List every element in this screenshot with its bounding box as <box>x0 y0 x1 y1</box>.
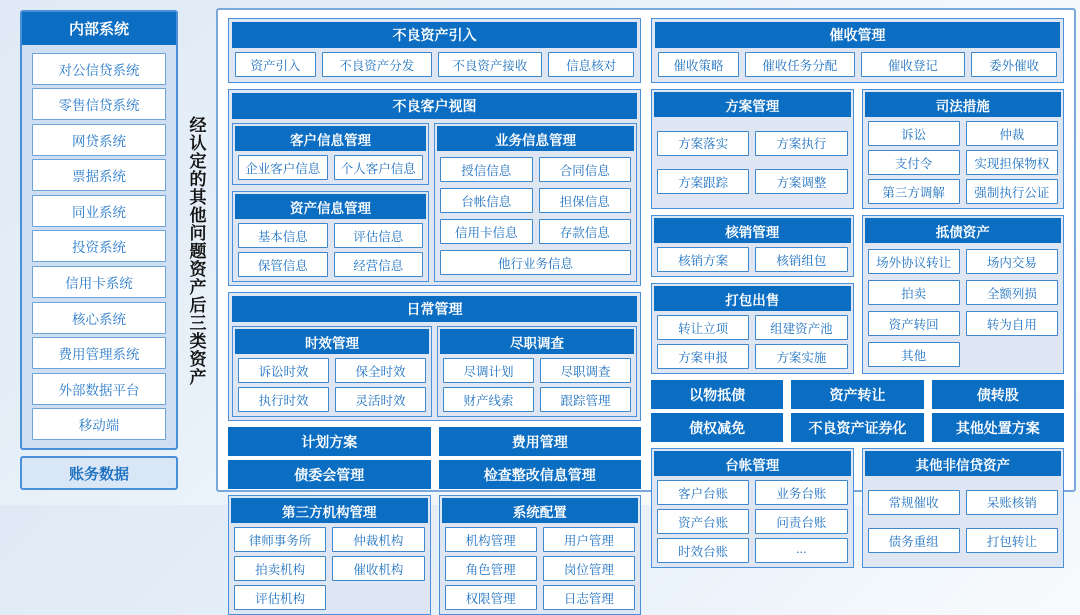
module-chip[interactable]: 第三方调解 <box>868 179 960 204</box>
module-chip[interactable]: 企业客户信息 <box>238 155 328 180</box>
module-chip[interactable]: 业务台账 <box>755 480 847 505</box>
module-chip[interactable]: 方案实施 <box>755 344 847 369</box>
module-chip[interactable]: 用户管理 <box>543 527 635 552</box>
module-chip[interactable]: 常规催收 <box>868 490 960 515</box>
subsection-title-ledger-management: 台帐管理 <box>654 451 851 476</box>
subsection-due-diligence <box>437 326 637 417</box>
system-config-items <box>442 523 639 612</box>
section-title-npl-intake: 不良资产引入 <box>232 22 637 48</box>
module-chip[interactable]: 资产转回 <box>868 311 960 336</box>
module-chip[interactable]: 他行业务信息 <box>440 250 631 275</box>
writeoff-package-stack <box>651 215 854 374</box>
module-chip[interactable]: 权限管理 <box>445 585 537 610</box>
sidebar-item[interactable]: 费用管理系统 <box>32 337 166 369</box>
module-chip[interactable]: 跟踪管理 <box>540 387 631 412</box>
subsection-title-debt-assets: 抵债资产 <box>865 218 1062 243</box>
subsection-title-plan-management: 方案管理 <box>654 92 851 117</box>
business-info-items <box>437 151 634 279</box>
module-chip[interactable]: 授信信息 <box>440 157 533 182</box>
accounting-data-box: 账务数据 <box>20 456 178 490</box>
daily-management-body <box>232 322 637 417</box>
left-bar-sections <box>228 427 641 489</box>
module-chip[interactable]: 拍卖机构 <box>234 556 326 581</box>
module-chip[interactable]: 保全时效 <box>335 358 426 383</box>
module-chip[interactable]: 方案调整 <box>755 169 847 194</box>
section-daily-management <box>228 292 641 421</box>
subsection-title-due-diligence: 尽职调查 <box>440 329 634 354</box>
module-chip[interactable]: 支付令 <box>868 150 960 175</box>
module-chip[interactable]: 转为自用 <box>966 311 1058 336</box>
module-chip[interactable]: 评估信息 <box>334 223 424 248</box>
module-chip[interactable]: 尽职调查 <box>540 358 631 383</box>
asset-info-items <box>235 219 426 279</box>
subsection-plan-management <box>651 89 854 209</box>
collection-items <box>655 48 1060 79</box>
spacer <box>332 585 424 610</box>
module-chip[interactable]: 经营信息 <box>334 252 424 277</box>
module-chip[interactable]: 债务重组 <box>868 528 960 553</box>
module-chip[interactable]: 拍卖 <box>868 280 960 305</box>
internal-systems-title: 内部系统 <box>22 12 176 45</box>
module-chip[interactable]: 执行时效 <box>238 387 329 412</box>
right-column <box>651 18 1064 559</box>
sidebar-item[interactable]: 网贷系统 <box>32 124 166 156</box>
module-chip[interactable]: 信用卡信息 <box>440 219 533 244</box>
section-bar[interactable]: 计划方案 <box>228 427 431 456</box>
npl-intake-items <box>232 48 637 79</box>
module-chip[interactable]: 打包转让 <box>966 528 1058 553</box>
module-chip[interactable]: 基本信息 <box>238 223 328 248</box>
subsection-customer-info <box>232 123 429 185</box>
subsection-title-system-config: 系统配置 <box>442 498 639 523</box>
module-chip[interactable]: 仲裁机构 <box>332 527 424 552</box>
sidebar-item[interactable]: 外部数据平台 <box>32 373 166 405</box>
subsection-title-aging-management: 时效管理 <box>235 329 429 354</box>
module-chip[interactable]: 催收登记 <box>861 52 966 77</box>
module-chip[interactable]: 方案落实 <box>657 131 749 156</box>
subsection-aging-management <box>232 326 432 417</box>
other-noncredit-items <box>865 476 1062 565</box>
writeoff-items <box>654 243 851 274</box>
module-chip[interactable]: 客户台账 <box>657 480 749 505</box>
subsection-third-party-orgs <box>228 495 431 615</box>
section-title-collection-management: 催收管理 <box>655 22 1060 48</box>
vertical-caption: 经认定的其他问题资产后三类资产 <box>186 115 206 386</box>
npl-customer-view-body <box>232 119 637 282</box>
debt-assets-items <box>865 243 1062 371</box>
internal-systems-list <box>22 45 176 448</box>
subsection-title-writeoff-management: 核销管理 <box>654 218 851 243</box>
module-chip[interactable]: 组建资产池 <box>755 315 847 340</box>
module-chip[interactable]: 合同信息 <box>539 157 632 182</box>
module-chip[interactable]: 岗位管理 <box>543 556 635 581</box>
module-chip[interactable]: 存款信息 <box>539 219 632 244</box>
ledger-management-items <box>654 476 851 565</box>
due-diligence-items <box>440 354 634 414</box>
plan-management-items <box>654 117 851 206</box>
module-chip[interactable]: 保管信息 <box>238 252 328 277</box>
section-collection-management <box>651 18 1064 83</box>
module-chip[interactable]: ... <box>755 538 847 563</box>
module-chip[interactable]: 场外协议转让 <box>868 249 960 274</box>
subsection-title-judicial-measures: 司法措施 <box>865 92 1062 117</box>
judicial-items <box>865 117 1062 206</box>
subsection-other-noncredit-assets <box>862 448 1065 568</box>
section-bar[interactable]: 其他处置方案 <box>932 413 1064 442</box>
module-chip[interactable]: 担保信息 <box>539 188 632 213</box>
module-chip[interactable]: 诉讼 <box>868 121 960 146</box>
module-chip[interactable]: 核销方案 <box>657 247 749 272</box>
module-chip[interactable]: 强制执行公证 <box>966 179 1058 204</box>
sidebar-item[interactable]: 核心系统 <box>32 302 166 334</box>
section-title-daily-management: 日常管理 <box>232 296 637 322</box>
subsection-asset-info <box>232 191 429 282</box>
module-chip[interactable]: 评估机构 <box>234 585 326 610</box>
section-bar[interactable]: 债转股 <box>932 380 1064 409</box>
subsection-title-asset-info: 资产信息管理 <box>235 194 426 219</box>
section-bar[interactable]: 债委会管理 <box>228 460 431 489</box>
customer-asset-stack <box>232 123 429 282</box>
writeoff-debtassets-row <box>651 215 1064 374</box>
third-party-items <box>231 523 428 612</box>
module-chip[interactable]: 核销组包 <box>755 247 847 272</box>
module-chip[interactable]: 诉讼时效 <box>238 358 329 383</box>
section-npl-customer-view <box>228 89 641 286</box>
subsection-title-business-info: 业务信息管理 <box>437 126 634 151</box>
sidebar-item[interactable]: 信用卡系统 <box>32 266 166 298</box>
module-chip[interactable]: 角色管理 <box>445 556 537 581</box>
module-chip[interactable]: 时效台账 <box>657 538 749 563</box>
module-chip[interactable]: 台帐信息 <box>440 188 533 213</box>
subsection-title-third-party-orgs: 第三方机构管理 <box>231 498 428 523</box>
sidebar-item[interactable]: 票据系统 <box>32 159 166 191</box>
module-chip[interactable]: 方案申报 <box>657 344 749 369</box>
module-chip[interactable]: 个人客户信息 <box>334 155 424 180</box>
section-bar[interactable]: 债权减免 <box>651 413 783 442</box>
section-bar[interactable]: 费用管理 <box>439 427 642 456</box>
module-chip[interactable]: 方案跟踪 <box>657 169 749 194</box>
disposal-bar-sections <box>651 380 1064 442</box>
subsection-judicial-measures <box>862 89 1065 209</box>
internal-systems-panel <box>20 10 178 450</box>
module-chip[interactable]: 催收任务分配 <box>745 52 855 77</box>
module-chip[interactable]: 催收策略 <box>658 52 739 77</box>
module-chip[interactable]: 委外催收 <box>971 52 1057 77</box>
sidebar-item[interactable]: 移动端 <box>32 408 166 440</box>
module-chip[interactable]: 转让立项 <box>657 315 749 340</box>
module-chip[interactable]: 呆账核销 <box>966 490 1058 515</box>
module-chip[interactable]: 仲裁 <box>966 121 1058 146</box>
subsection-ledger-management <box>651 448 854 568</box>
plan-judicial-row <box>651 89 1064 209</box>
module-chip[interactable]: 日志管理 <box>543 585 635 610</box>
module-chip[interactable]: 全额列损 <box>966 280 1058 305</box>
subsection-title-package-sale: 打包出售 <box>654 286 851 311</box>
module-chip[interactable]: 资产台账 <box>657 509 749 534</box>
module-chip[interactable]: 催收机构 <box>332 556 424 581</box>
module-chip[interactable]: 灵活时效 <box>335 387 426 412</box>
spacer <box>966 342 1058 367</box>
module-chip[interactable]: 场内交易 <box>966 249 1058 274</box>
left-bottom-row <box>228 495 641 615</box>
module-chip[interactable]: 不良资产接收 <box>438 52 543 77</box>
section-bar[interactable]: 不良资产证券化 <box>791 413 923 442</box>
subsection-business-info <box>434 123 637 282</box>
section-bar[interactable]: 检查整改信息管理 <box>439 460 642 489</box>
subsection-debt-assets <box>862 215 1065 374</box>
left-column <box>228 18 641 606</box>
module-chip[interactable]: 方案执行 <box>755 131 847 156</box>
section-bar[interactable]: 资产转让 <box>791 380 923 409</box>
module-chip[interactable]: 问责台账 <box>755 509 847 534</box>
module-chip[interactable]: 实现担保物权 <box>966 150 1058 175</box>
customer-info-items <box>235 151 426 182</box>
module-chip[interactable]: 律师事务所 <box>234 527 326 552</box>
module-map <box>216 8 1076 606</box>
section-bar[interactable]: 以物抵债 <box>651 380 783 409</box>
sidebar-item[interactable]: 零售信贷系统 <box>32 88 166 120</box>
subsection-title-other-noncredit-assets: 其他非信贷资产 <box>865 451 1062 476</box>
module-chip[interactable]: 资产引入 <box>235 52 316 77</box>
subsection-title-customer-info: 客户信息管理 <box>235 126 426 151</box>
module-chip[interactable]: 尽调计划 <box>443 358 534 383</box>
subsection-system-config <box>439 495 642 615</box>
aging-items <box>235 354 429 414</box>
sidebar-item[interactable]: 对公信贷系统 <box>32 53 166 85</box>
sidebar-item[interactable]: 同业系统 <box>32 195 166 227</box>
section-npl-intake <box>228 18 641 83</box>
section-title-npl-customer-view: 不良客户视图 <box>232 93 637 119</box>
sidebar-item[interactable]: 投资系统 <box>32 230 166 262</box>
package-sale-items <box>654 311 851 371</box>
module-chip[interactable]: 机构管理 <box>445 527 537 552</box>
right-bottom-row <box>651 448 1064 568</box>
module-chip[interactable]: 财产线索 <box>443 387 534 412</box>
subsection-package-sale <box>651 283 854 374</box>
subsection-writeoff-management <box>651 215 854 277</box>
module-chip[interactable]: 信息核对 <box>548 52 634 77</box>
module-chip[interactable]: 不良资产分发 <box>322 52 432 77</box>
module-chip[interactable]: 其他 <box>868 342 960 367</box>
